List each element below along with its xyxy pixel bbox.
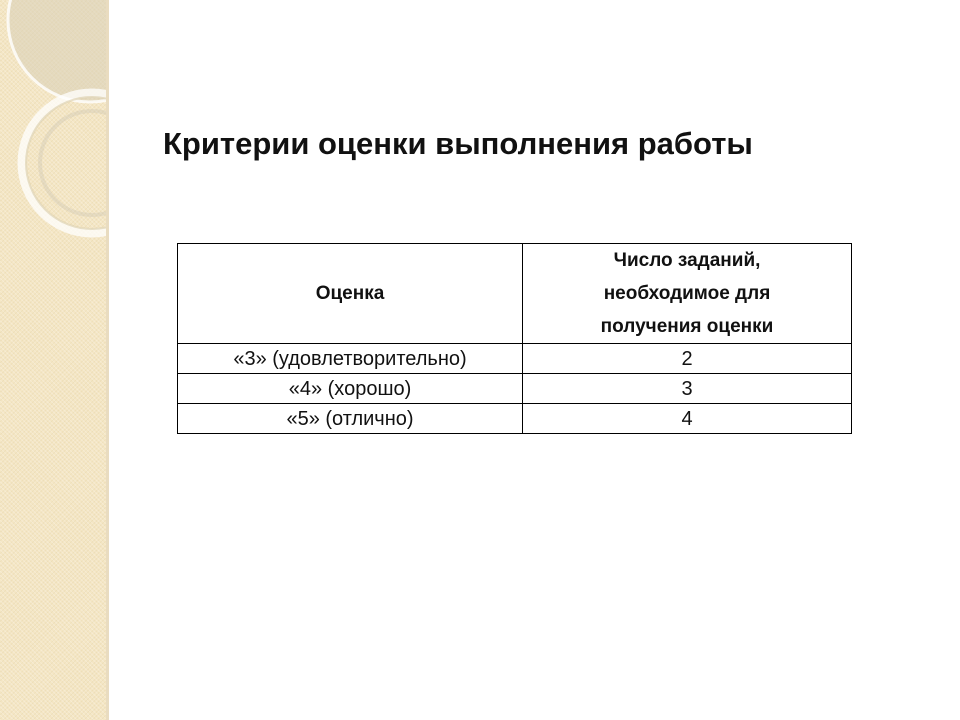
header-task-count [523,244,852,344]
header-task-count-label: Число заданий, необходимое для получения оценки [600,250,774,337]
table-row [178,374,852,404]
grade-cell: «4» (хорошо) [178,374,523,404]
grade-cell: «5» (отлично) [178,404,523,434]
table-header-row [178,244,852,344]
side-panel-edge [106,0,109,720]
task-count-cell: 2 [523,344,852,374]
decorative-side-panel [0,0,106,720]
table-row [178,404,852,434]
decorative-circles [0,0,106,720]
slide-title: Критерии оценки выполнения работы [163,126,753,161]
task-count-cell: 3 [523,374,852,404]
table-row [178,344,852,374]
task-count-cell: 4 [523,404,852,434]
header-grade: Оценка [178,244,523,344]
criteria-table [177,243,852,434]
grade-cell: «3» (удовлетворительно) [178,344,523,374]
